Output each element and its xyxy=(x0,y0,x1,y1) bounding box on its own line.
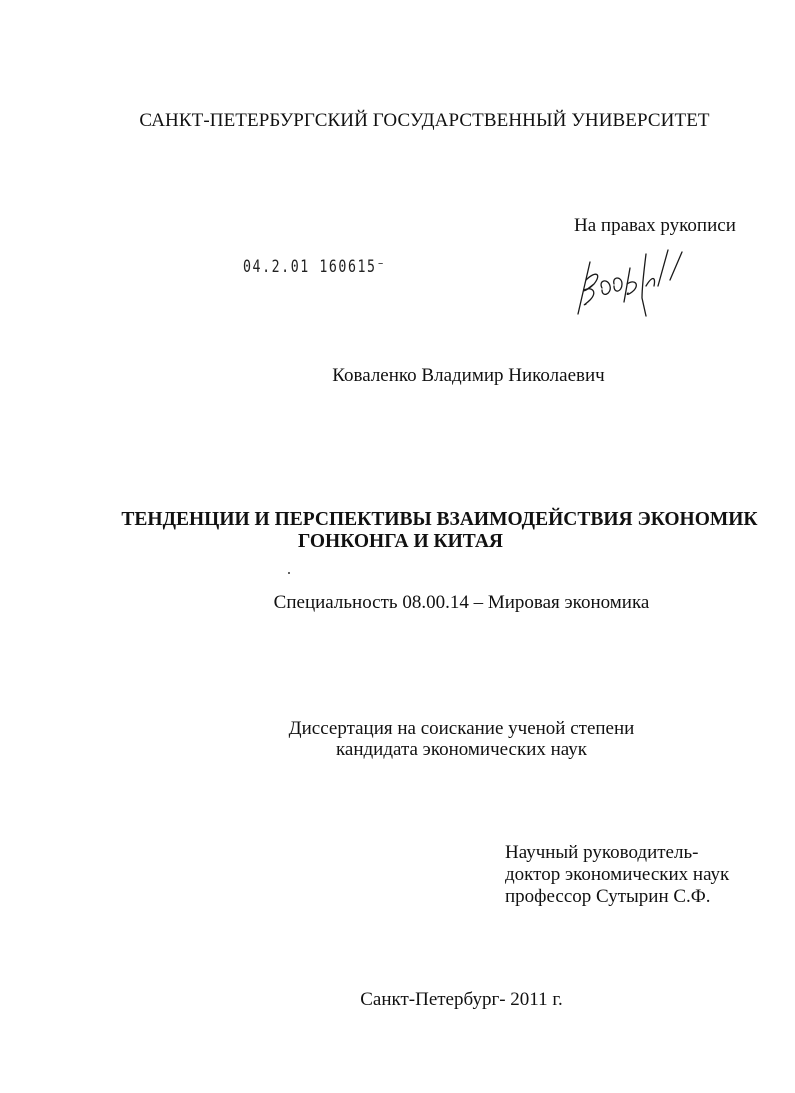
scan-speck xyxy=(288,572,290,574)
archive-number-text: 04.2.01 160615 xyxy=(243,257,377,277)
university-name: САНКТ-ПЕТЕРБУРГСКИЙ ГОСУДАРСТВЕННЫЙ УНИВЕРСИТЕТ xyxy=(139,110,710,131)
author-name: Коваленко Владимир Николаевич xyxy=(332,365,605,386)
supervisor-line-3: профессор Сутырин С.Ф. xyxy=(505,886,711,907)
archive-number xyxy=(243,257,386,277)
dissertation-title-line-1: ТЕНДЕНЦИИ И ПЕРСПЕКТИВЫ ВЗАИМОДЕЙСТВИЯ ЭКОНОМИК xyxy=(121,509,758,530)
handwritten-signature xyxy=(572,240,702,320)
dissertation-title-line-2: ГОНКОНГА И КИТАЯ xyxy=(297,531,504,552)
degree-line-1: Диссертация на соискание ученой степени xyxy=(288,718,635,739)
supervisor-line-2: доктор экономических наук xyxy=(505,864,730,885)
specialty: Специальность 08.00.14 – Мировая экономика xyxy=(273,592,650,613)
manuscript-note: На правах рукописи xyxy=(574,215,736,236)
degree-line-2: кандидата экономических наук xyxy=(335,739,588,760)
archive-number-mark: ⁻ xyxy=(376,257,387,277)
supervisor-line-1: Научный руководитель- xyxy=(505,842,699,863)
city-year: Санкт-Петербург- 2011 г. xyxy=(360,989,563,1010)
